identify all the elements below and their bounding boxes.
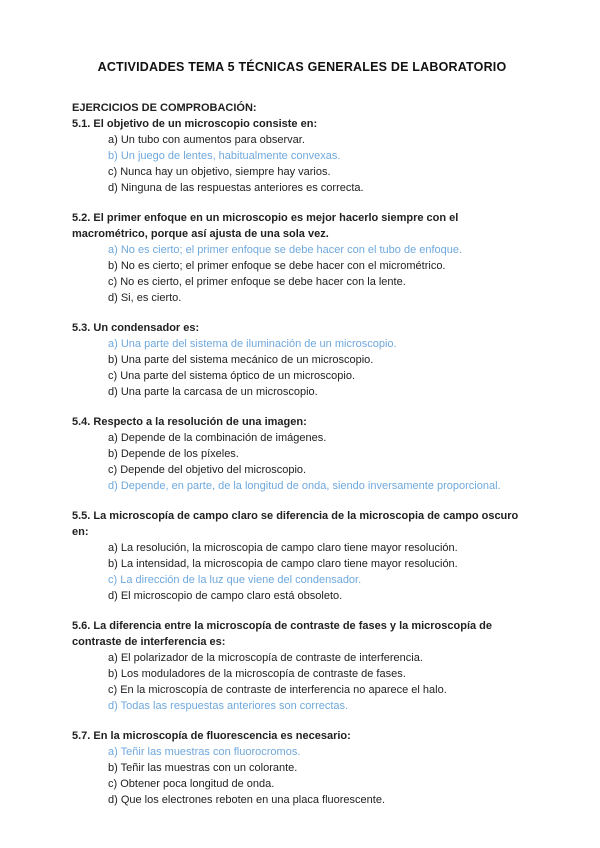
- answer-option-correct: c) La dirección de la luz que viene del condensador.: [108, 574, 362, 586]
- answer-option: a) Un tubo con aumentos para observar.: [108, 134, 305, 146]
- answer-option: a) El polarizador de la microscopía de contraste de interferencia.: [108, 652, 423, 664]
- answer-option: b) No es cierto; el primer enfoque se debe hacer con el micrométrico.: [108, 260, 446, 272]
- question-heading: 5.4. Respecto a la resolución de una imagen:: [72, 416, 307, 428]
- answer-option: c) Depende del objetivo del microscopio.: [108, 464, 307, 476]
- answer-option: d) Una parte la carcasa de un microscopio.: [108, 386, 318, 398]
- answer-option: b) Los moduladores de la microscopía de contraste de fases.: [108, 668, 406, 680]
- answer-option: c) Nunca hay un objetivo, siempre hay varios.: [108, 166, 331, 178]
- answer-option-correct: a) No es cierto; el primer enfoque se debe hacer con el tubo de enfoque.: [108, 244, 463, 256]
- question-heading: 5.3. Un condensador es:: [72, 322, 200, 334]
- question: [72, 210, 532, 306]
- answer-option: b) Una parte del sistema mecánico de un microscopio.: [108, 354, 374, 366]
- answer-option: b) La intensidad, la microscopia de campo claro tiene mayor resolución.: [108, 558, 458, 570]
- question: [72, 414, 532, 494]
- section-heading: EJERCICIOS DE COMPROBACIÓN:: [72, 102, 257, 114]
- answer-option: b) Depende de los píxeles.: [108, 448, 239, 460]
- answer-option: d) Si, es cierto.: [108, 292, 182, 304]
- answer-option-correct: a) Una parte del sistema de iluminación de un microscopio.: [108, 338, 397, 350]
- answer-option: d) Que los electrones reboten en una placa fluorescente.: [108, 794, 386, 806]
- question: [72, 618, 532, 714]
- answer-option: a) Depende de la combinación de imágenes.: [108, 432, 327, 444]
- question: [72, 320, 532, 400]
- answer-option: c) Obtener poca longitud de onda.: [108, 778, 275, 790]
- question: [72, 728, 532, 808]
- answer-option-correct: d) Depende, en parte, de la longitud de onda, siendo inversamente proporcional.: [108, 480, 501, 492]
- document-title: ACTIVIDADES TEMA 5 TÉCNICAS GENERALES DE LABORATORIO: [97, 60, 507, 74]
- answer-option-correct: d) Todas las respuestas anteriores son correctas.: [108, 700, 349, 712]
- answer-option-correct: a) Teñir las muestras con fluorocromos.: [108, 746, 301, 758]
- answer-option: a) La resolución, la microscopia de campo claro tiene mayor resolución.: [108, 542, 458, 554]
- question-heading: 5.6. La diferencia entre la microscopía de contraste de fases y la microscopía de contraste de interferencia es:: [72, 620, 493, 648]
- answer-option: c) En la microscopía de contraste de interferencia no aparece el halo.: [108, 684, 447, 696]
- question-heading: 5.5. La microscopía de campo claro se diferencia de la microscopia de campo oscuro en:: [72, 510, 519, 538]
- question-heading: 5.7. En la microscopía de fluorescencia es necesario:: [72, 730, 351, 742]
- answer-option: b) Teñir las muestras con un colorante.: [108, 762, 298, 774]
- question: [72, 508, 532, 604]
- question-heading: 5.1. El objetivo de un microscopio consiste en:: [72, 118, 318, 130]
- question-heading: 5.2. El primer enfoque en un microscopio es mejor hacerlo siempre con el macrométrico, porque así ajusta de una sola vez.: [72, 212, 459, 240]
- answer-option-correct: b) Un juego de lentes, habitualmente convexas.: [108, 150, 341, 162]
- answer-option: d) El microscopio de campo claro está obsoleto.: [108, 590, 343, 602]
- answer-option: c) No es cierto, el primer enfoque se debe hacer con la lente.: [108, 276, 406, 288]
- answer-option: d) Ninguna de las respuestas anteriores es correcta.: [108, 182, 364, 194]
- questions-container: [72, 116, 532, 808]
- answer-option: c) Una parte del sistema óptico de un microscopio.: [108, 370, 356, 382]
- question: [72, 116, 532, 196]
